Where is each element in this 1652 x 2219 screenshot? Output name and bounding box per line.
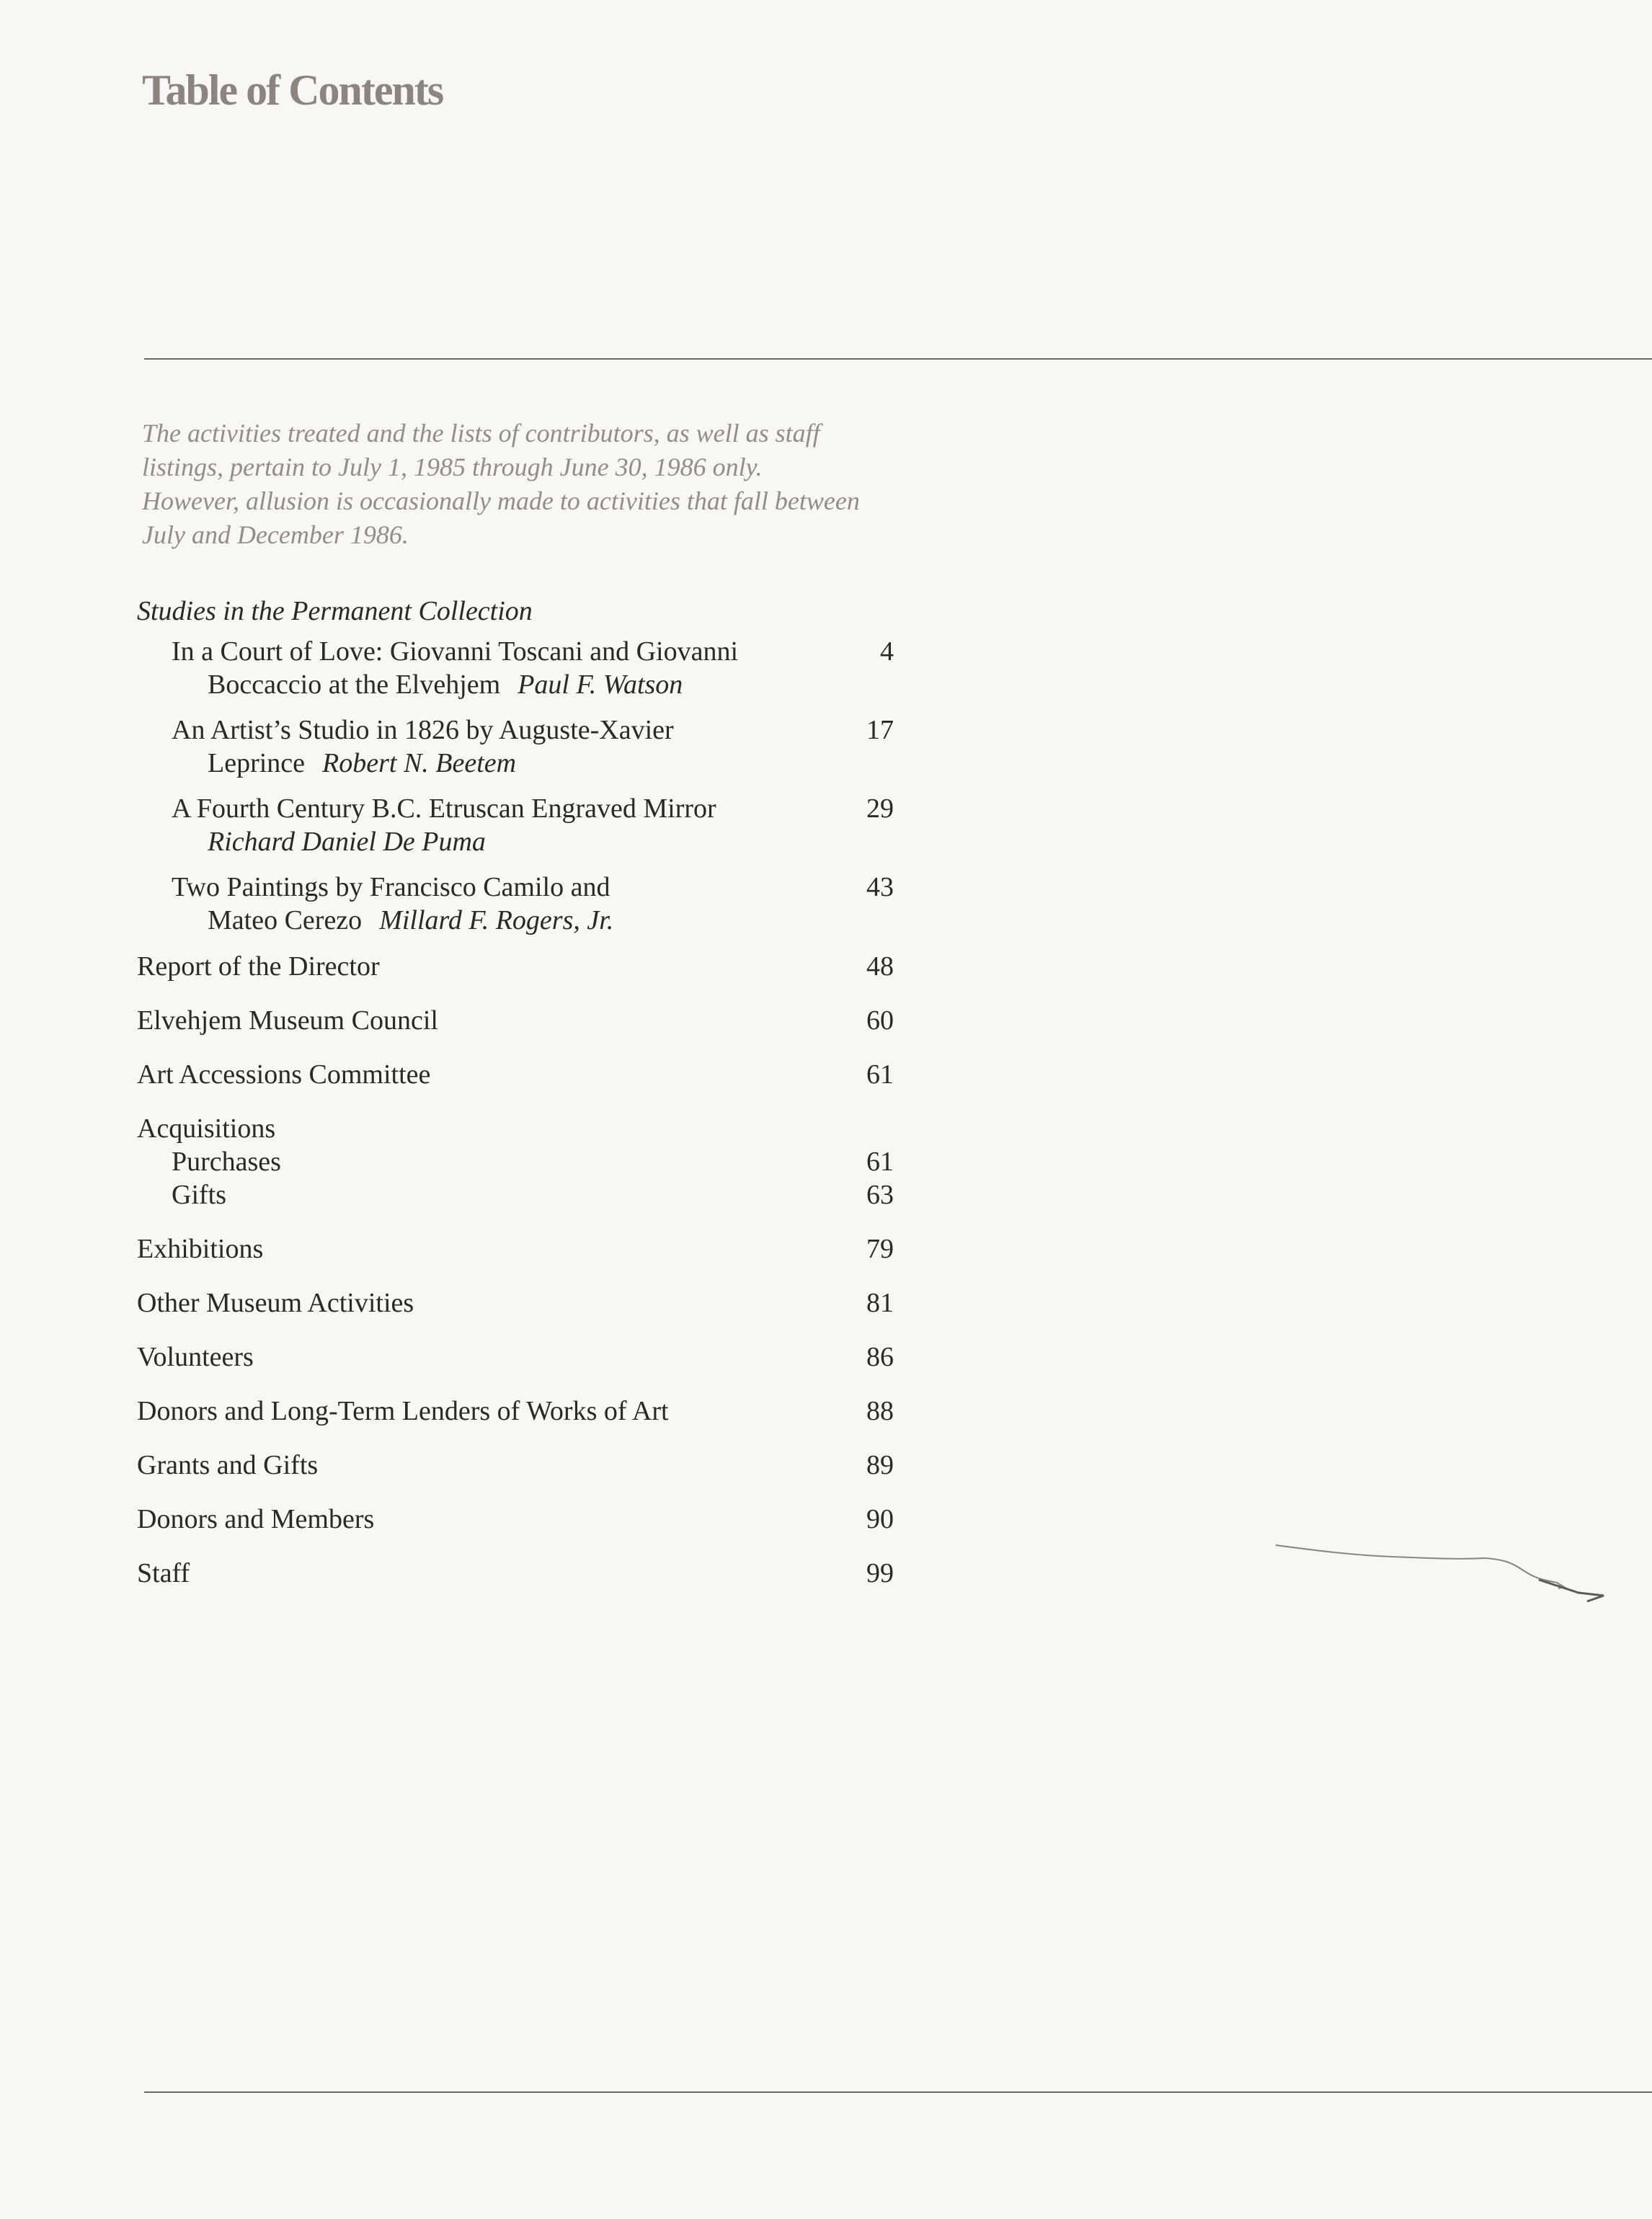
- entry-title-line: Leprince: [208, 748, 306, 778]
- entry-label: Elvehjem Museum Council: [137, 1005, 438, 1036]
- toc-entry-volunteers[interactable]: [137, 1340, 894, 1374]
- toc-entry-exhibitions[interactable]: [137, 1232, 894, 1266]
- entry-label: Donors and Members: [137, 1504, 375, 1534]
- entry-label: Gifts: [172, 1180, 226, 1210]
- page-number: 63: [866, 1180, 894, 1210]
- toc-entry-study[interactable]: [137, 635, 894, 701]
- entry-label: Exhibitions: [137, 1234, 264, 1264]
- page-number: 86: [866, 1342, 894, 1372]
- entry-label: Grants and Gifts: [137, 1450, 319, 1480]
- entry-label: Purchases: [172, 1147, 281, 1177]
- page-number: 61: [866, 1147, 894, 1177]
- page-number: 43: [866, 872, 894, 902]
- page-number: 89: [866, 1450, 894, 1480]
- entry-label: Art Accessions Committee: [137, 1059, 431, 1090]
- top-divider: [144, 358, 1652, 360]
- toc-entry-report-of-the-director[interactable]: [137, 950, 894, 983]
- entry-title-line: A Fourth Century B.C. Etruscan Engraved Mirror: [172, 793, 716, 824]
- entry-title-continuation: [172, 747, 894, 780]
- toc-entry-museum-council[interactable]: [137, 1004, 894, 1037]
- paper-crease-mark: [1276, 1535, 1652, 1622]
- toc-subentry-gifts[interactable]: [137, 1178, 894, 1211]
- section-heading-studies: Studies in the Permanent Collection: [137, 596, 533, 626]
- toc-entry-donors-and-lenders[interactable]: [137, 1395, 894, 1428]
- page-number: 79: [866, 1234, 894, 1264]
- toc-entry-study[interactable]: [137, 792, 894, 858]
- page-number: 90: [866, 1504, 894, 1534]
- entry-title-line: Two Paintings by Francisco Camilo and: [172, 872, 610, 902]
- page-number: 99: [866, 1558, 894, 1588]
- toc-entry-study[interactable]: [137, 871, 894, 937]
- page-number: 48: [866, 951, 894, 982]
- entry-title-line: An Artist’s Studio in 1826 by Auguste-Xavier: [172, 715, 674, 745]
- toc-entry-acquisitions: [137, 1112, 894, 1211]
- entry-author: Paul F. Watson: [518, 670, 683, 700]
- table-of-contents: [137, 595, 894, 1590]
- toc-entry-other-museum-activities[interactable]: [137, 1286, 894, 1320]
- entry-label: Volunteers: [137, 1342, 254, 1372]
- page-number: 61: [866, 1059, 894, 1090]
- toc-entry-art-accessions-committee[interactable]: [137, 1058, 894, 1091]
- entry-title-line: In a Court of Love: Giovanni Toscani and Giovanni: [172, 636, 739, 667]
- page-number: 81: [866, 1288, 894, 1318]
- entry-title-line: Mateo Cerezo: [208, 905, 363, 935]
- toc-entry-staff[interactable]: [137, 1557, 894, 1590]
- toc-entry-donors-and-members[interactable]: [137, 1503, 894, 1536]
- page-number: 60: [866, 1005, 894, 1036]
- page-number: 88: [866, 1396, 894, 1426]
- entry-author: Millard F. Rogers, Jr.: [379, 905, 614, 935]
- entry-title-line: Boccaccio at the Elvehjem: [208, 670, 501, 700]
- page-number: 29: [866, 793, 894, 824]
- entry-label: Staff: [137, 1558, 190, 1588]
- entry-label: Other Museum Activities: [137, 1288, 414, 1318]
- entry-label: Donors and Long-Term Lenders of Works of Art: [137, 1396, 669, 1426]
- toc-entry-grants-and-gifts[interactable]: [137, 1449, 894, 1482]
- entry-title-continuation: [172, 904, 894, 937]
- page-number: 17: [866, 715, 894, 745]
- entry-label: Acquisitions: [137, 1113, 276, 1144]
- entry-title-continuation: [172, 825, 894, 858]
- entry-author: Richard Daniel De Puma: [208, 827, 486, 857]
- page-number: 4: [880, 636, 894, 667]
- toc-entry-study[interactable]: [137, 713, 894, 780]
- entry-author: Robert N. Beetem: [322, 748, 517, 778]
- bottom-divider: [144, 2091, 1652, 2093]
- entry-label: Report of the Director: [137, 951, 380, 982]
- intro-note: The activities treated and the lists of contributors, as well as staff listings, pertain to July 1, 1985 through June 30, 1986 only. However, allusion is occasionally made to activities that fall between July and December 1986.: [142, 419, 860, 549]
- toc-subentry-purchases[interactable]: [137, 1145, 894, 1178]
- page-title: Table of Contents: [142, 66, 443, 114]
- entry-title-continuation: [172, 668, 894, 701]
